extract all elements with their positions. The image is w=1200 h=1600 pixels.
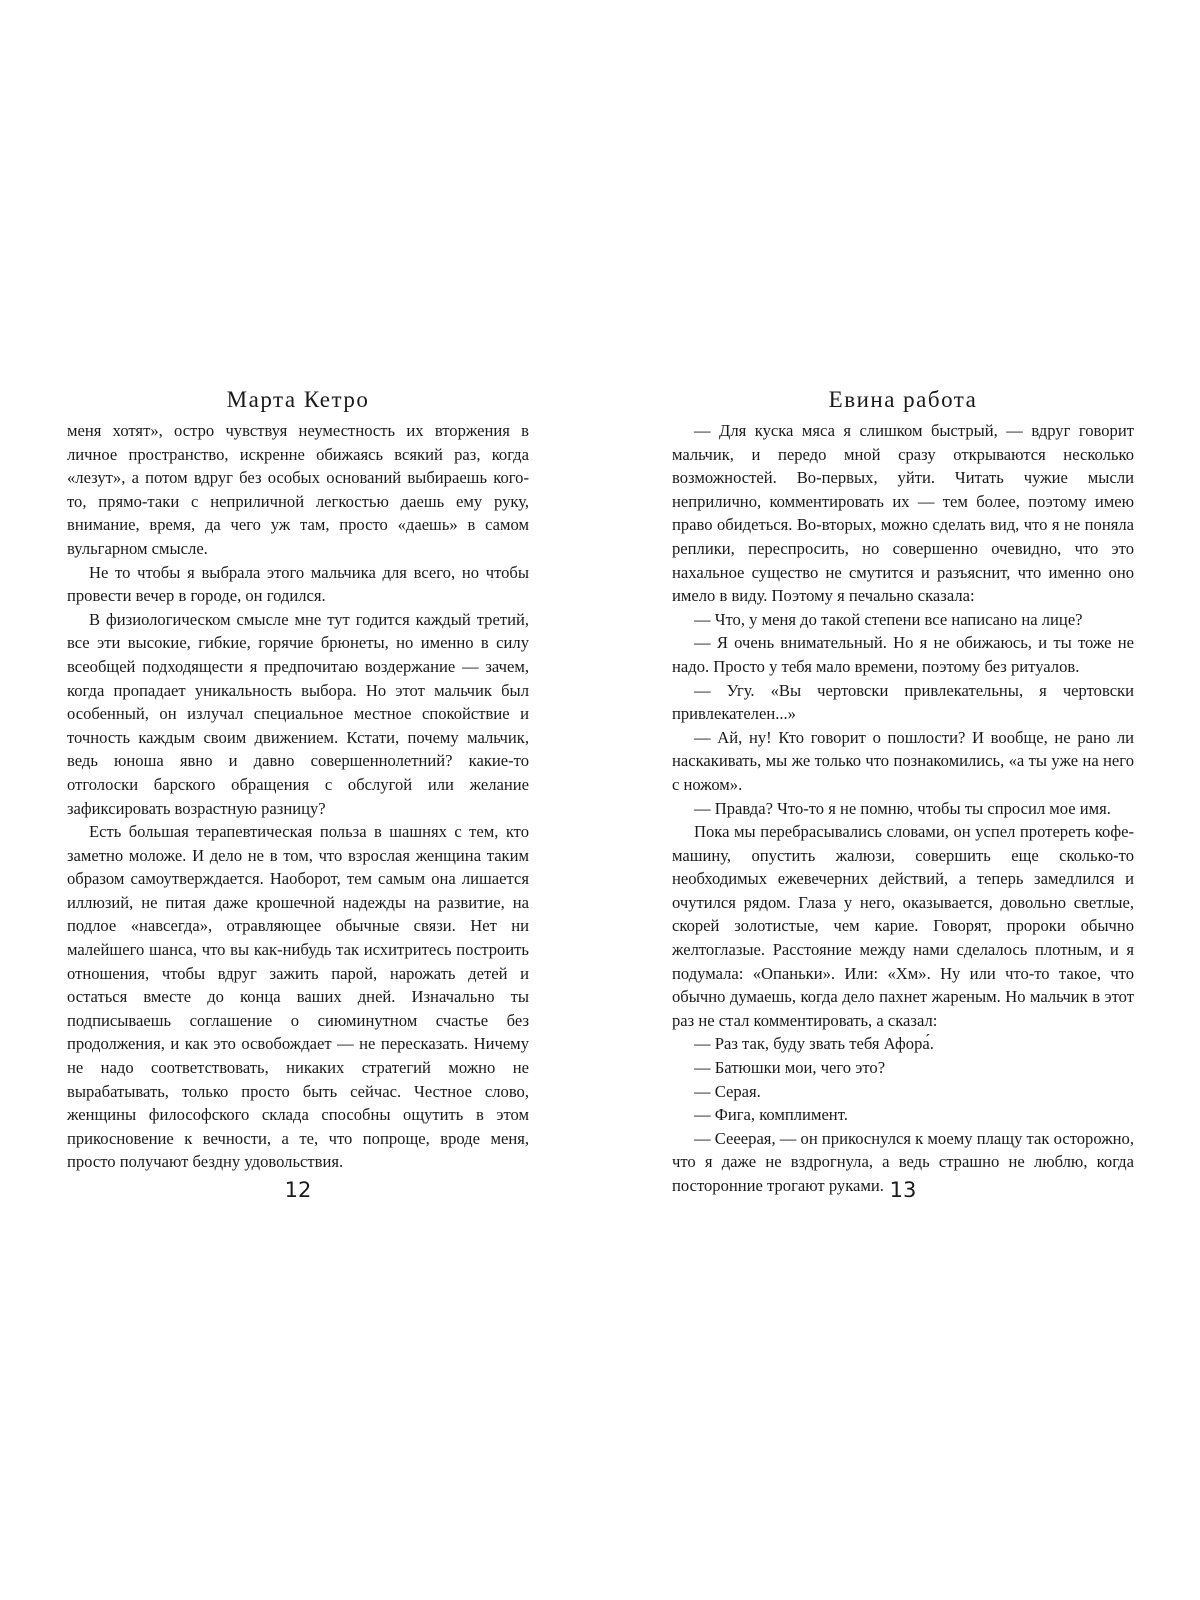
running-head-title: Евина работа xyxy=(828,387,978,412)
paragraph: — Для куска мяса я слишком быстрый, — вдруг говорит мальчик, и передо мной сразу открываются несколько возможностей. Во-первых, уйти. Читать чужие мысли неприлично, комментировать их — тем более, поэтому имею право обидеться. Во-вторых, можно сделать вид, что я не поняла реплики, переспросить, но совершенно очевидно, что это нахальное существо не смутится и разъяснит, что именно оно имело в виду. Поэтому я печально сказала: xyxy=(672,421,1134,606)
paragraph: — Батюшки мои, чего это? xyxy=(694,1058,886,1078)
right-page xyxy=(672,385,1134,1198)
page-number: 12 xyxy=(284,1178,312,1202)
paragraph: В физиологическом смысле мне тут годится каждый третий, все эти высокие, гибкие, горячие брюнеты, но именно в силу всеобщей подходящести я предпочитаю воздержание — зачем, когда пропадает уникальность выбора. Но этот мальчик был особенный, он излучал специальное местное спокойствие и точность каждым своим движением. Кстати, почему мальчик, ведь юноша явно и давно совершеннолетний? какие-то отголоски барского обращения с обслугой или желание зафиксировать возрастную разницу? xyxy=(67,609,529,818)
paragraph: меня хотят», остро чувствуя неуместность их вторжения в личное пространство, искренне обижаясь всякий раз, когда «лезут», а потом вдруг без особых оснований выбираешь кого-то, прямо-таки с неприличной легкостью даешь ему руку, внимание, время, да чего уж там, просто «даешь» в самом вульгарном смысле. xyxy=(67,421,529,558)
paragraph: — Серая. xyxy=(694,1081,761,1101)
paragraph: Не то чтобы я выбрала этого мальчика для всего, но чтобы провести вечер в городе, он годился. xyxy=(67,562,529,606)
running-head-author: Марта Кетро xyxy=(226,387,370,412)
paragraph: — Я очень внимательный. Но я не обижаюсь, и ты тоже не надо. Просто у тебя мало времени, поэтому без ритуалов. xyxy=(672,633,1134,676)
paragraph: — Фига, комплимент. xyxy=(694,1105,848,1125)
paragraph: — Что, у меня до такой степени все написано на лице? xyxy=(694,609,1083,629)
right-page-body xyxy=(672,419,1134,1198)
paragraph: Пока мы перебрасывались словами, он успел протереть кофе-машину, опустить жалюзи, совершить еще сколько-то необходимых ежевечерних действий, а теперь замедлился и очутился рядом. Глаза у него, оказывается, довольно светлые, скорей золотистые, чем карие. Говорят, пророки обычно желтоглазые. Расстояние между нами сделалось плотным, и я подумала: «Опаньки». Или: «Хм». Ну или что-то такое, что обычно думаешь, когда дело пахнет жареным. Но мальчик в этот раз не стал комментировать, а сказал: xyxy=(672,822,1134,1030)
paragraph: Есть большая терапевтическая польза в шашнях с тем, кто заметно моложе. И дело не в том, что взрослая женщина таким образом самоутверждается. Наоборот, тем самым она лишается иллюзий, не питая даже крошечной надежды на развитие, на подлое «навсегда», отравляющее обычные связи. Нет ни малейшего шанса, что вы как-нибудь так исхитритесь построить отношения, чтобы вдруг зажить парой, нарожать детей и остаться вместе до конца ваших дней. Изначально ты подписываешь соглашение о сиюминутном счастье без продолжения, и как это освобождает — не пересказать. Ничему не надо соответствовать, никаких стратегий можно не вырабатывать, только просто быть сейчас. Честное слово, женщины философского склада способны ощутить в этом прикосновение к вечности, а те, что попроще, вроде меня, просто получают бездну удовольствия. xyxy=(67,822,529,1172)
page-number: 13 xyxy=(889,1178,917,1202)
paragraph: — Угу. «Вы чертовски привлекательны, я чертовски привлекателен...» xyxy=(672,680,1134,724)
paragraph: — Раз так, буду звать тебя Афора́. xyxy=(694,1034,934,1054)
paragraph: — Правда? Что-то я не помню, чтобы ты спросил мое имя. xyxy=(694,798,1111,818)
left-page-body xyxy=(67,419,529,1174)
paragraph: — Ай, ну! Кто говорит о пошлости? И вообще, не рано ли наскакивать, мы же только что познакомились, «а ты уже на него с ножом». xyxy=(672,727,1134,794)
paragraph: — Сееерая, — он прикоснулся к моему плащу так осторожно, что я даже не вздрогнула, а ведь страшно не люблю, когда посторонние трогают руками. xyxy=(672,1128,1134,1195)
left-page xyxy=(67,385,529,1174)
